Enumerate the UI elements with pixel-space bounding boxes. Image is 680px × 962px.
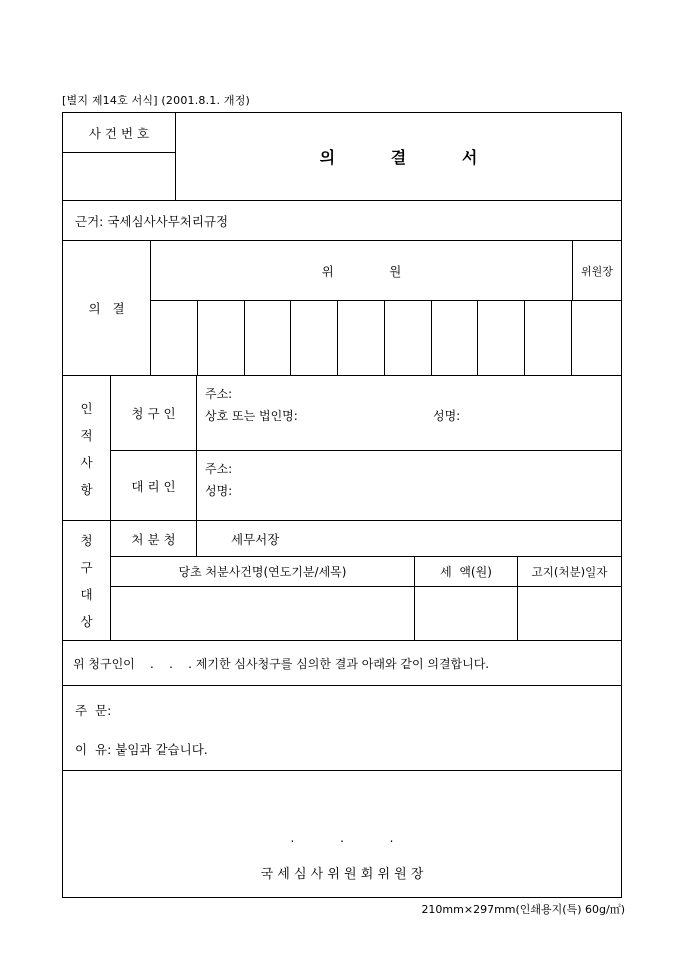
personal-info-content	[111, 376, 621, 520]
committee-member-cell	[478, 301, 525, 375]
deliberation-statement: 위 청구인이 . . . 제기한 심사청구를 심의한 결과 아래와 같이 의결합니다.	[73, 656, 490, 671]
agent-row	[111, 451, 621, 520]
agent-name-label: 성명:	[205, 484, 233, 498]
committee-header-row	[151, 241, 621, 301]
claim-subject-row	[63, 520, 621, 640]
claim-label-char: 구	[80, 560, 93, 575]
claim-subject-content	[111, 521, 621, 640]
committee-member-cell	[291, 301, 338, 375]
claim-label-char: 대	[80, 587, 93, 602]
claimant-label: 청 구 인	[111, 376, 197, 450]
case-name-header: 당초 처분사건명(연도기분/세목)	[178, 565, 347, 579]
disposition-agency-value: 세무서장	[231, 531, 280, 547]
claimant-row	[111, 376, 621, 451]
resolution-section-label: 의 결	[63, 241, 151, 375]
signer-title: 국 세 심 사 위 원 회 위 원 장	[260, 867, 424, 882]
tax-amount-value-cell	[414, 587, 517, 640]
chairman-seal-cell	[572, 301, 621, 375]
personal-info-row	[63, 375, 621, 520]
committee-member-cell	[385, 301, 432, 375]
committee-grid	[151, 241, 621, 375]
form-title: 의 결 서	[319, 148, 478, 167]
order-reason-label: 이 유: 붙임과 같습니다.	[75, 742, 208, 757]
resolution-form-table	[62, 112, 622, 898]
claimant-business-name-label: 상호 또는 법인명:	[205, 409, 298, 423]
personal-label-char: 항	[80, 481, 93, 497]
order-main-label: 주 문:	[75, 703, 112, 718]
agent-fields	[197, 451, 621, 520]
basis-text: 근거: 국세심사사무처리규정	[75, 213, 229, 229]
title-row	[63, 113, 621, 200]
claim-label-char: 청	[80, 533, 93, 548]
committee-member-header: 위 원	[321, 263, 402, 279]
tax-amount-header: 세 액(원)	[414, 557, 517, 586]
committee-seal-row	[151, 301, 621, 375]
personal-label-char: 적	[80, 427, 93, 443]
case-number-column	[63, 113, 176, 200]
chairman-header: 위원장	[572, 241, 621, 300]
notice-date-header: 고지(처분)일자	[517, 557, 621, 586]
claim-label-char: 상	[80, 614, 93, 629]
statement-row	[63, 640, 621, 685]
resolution-row	[63, 240, 621, 375]
case-number-label: 사 건 번 호	[63, 113, 175, 153]
signature-row	[63, 770, 621, 897]
committee-member-cell	[245, 301, 292, 375]
committee-member-cell	[525, 301, 572, 375]
basis-row	[63, 200, 621, 240]
claimant-name-label: 성명:	[433, 409, 461, 423]
form-reference: [별지 제14호 서식] (2001.8.1. 개정)	[62, 94, 251, 107]
disposition-agency-row	[111, 521, 621, 557]
claimant-fields	[197, 376, 621, 450]
case-name-value-cell	[111, 587, 414, 640]
personal-label-char: 인	[80, 400, 93, 416]
agent-address-label: 주소:	[205, 462, 233, 476]
signature-date-placeholder: . . .	[290, 831, 394, 845]
agent-label: 대 리 인	[111, 451, 197, 520]
case-number-value-cell	[63, 153, 175, 200]
paper-spec: 210mm×297mm(인쇄용지(특) 60g/㎡)	[421, 903, 625, 916]
claim-table-header-row	[111, 557, 621, 587]
claimant-line2	[205, 407, 613, 424]
claim-table-value-row	[111, 587, 621, 640]
committee-member-cell	[338, 301, 385, 375]
committee-member-cell	[198, 301, 245, 375]
claim-subject-label	[63, 521, 111, 640]
personal-label-char: 사	[80, 454, 93, 470]
committee-member-cell	[432, 301, 479, 375]
notice-date-value-cell	[517, 587, 621, 640]
committee-member-cell	[151, 301, 198, 375]
personal-info-label	[63, 376, 111, 520]
disposition-agency-label: 처 분 청	[111, 521, 197, 556]
order-row	[63, 685, 621, 770]
claimant-address-label: 주소:	[205, 387, 233, 401]
